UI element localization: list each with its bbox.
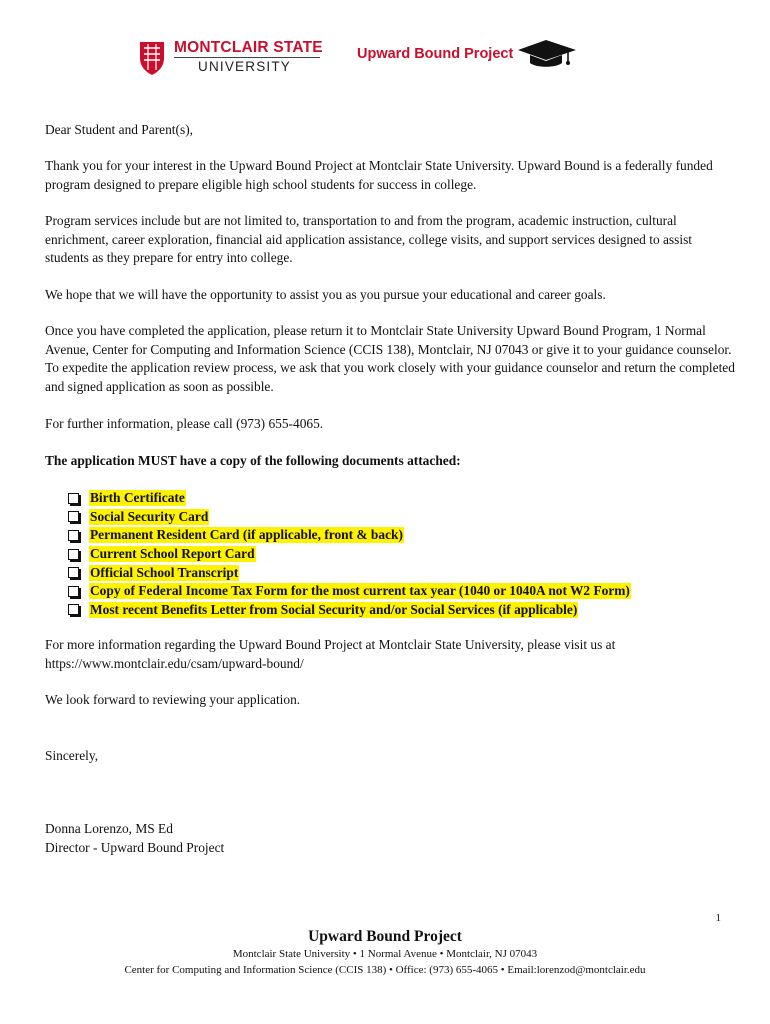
document-label: Birth Certificate (90, 490, 185, 506)
checkbox-icon (68, 604, 79, 615)
checkbox-icon (68, 567, 79, 578)
document-label: Current School Report Card (90, 546, 255, 562)
checkbox-icon (68, 493, 79, 504)
list-item (68, 508, 631, 527)
upward-bound-title: Upward Bound Project (357, 46, 514, 62)
list-item (68, 601, 631, 620)
required-documents-list (68, 489, 631, 619)
paragraph-look-forward: We look forward to reviewing your application. (45, 692, 301, 707)
paragraph-services: Program services include but are not limited to, transportation to and from the program, academic instruction, cultural enrichment, career exploration, financial aid application assistance, college visits, and support services designed to assist students as they prepare for entry into college. (45, 213, 693, 266)
list-item (68, 489, 631, 508)
document-label: Permanent Resident Card (if applicable, front & back) (90, 527, 403, 543)
checkbox-icon (68, 586, 79, 597)
closing: Sincerely, (45, 748, 99, 763)
paragraph-hope: We hope that we will have the opportunity to assist you as you pursue your educational and career goals. (45, 287, 606, 302)
checkbox-icon (68, 549, 79, 560)
footer-contact: Center for Computing and Information Science (CCIS 138) • Office: (973) 655-4065 • Email:lorenzod@montclair.edu (124, 964, 646, 976)
document-label: Official School Transcript (90, 564, 239, 580)
checkbox-icon (68, 511, 79, 522)
document-label: Most recent Benefits Letter from Social Security and/or Social Services (if applicable) (90, 601, 578, 617)
montclair-state-logo (138, 38, 328, 78)
page-number: 1 (715, 912, 721, 924)
paragraph-return-instructions: Once you have completed the application, please return it to Montclair State University Upward Bound Program, 1 Normal Avenue, Center for Computing and Information Science (CCIS 138), Montclair, NJ 07043 or give it to your guidance counselor. To expedite the application review process, we ask that you work closely with your guidance counselor and return the completed and signed application as soon as possible. (45, 323, 735, 394)
msu-shield-icon (138, 40, 166, 76)
list-item (68, 526, 631, 545)
paragraph-intro: Thank you for your interest in the Upward Bound Project at Montclair State University. Upward Bound is a federally funded program designed to prepare eligible high school students for success in college. (45, 158, 713, 192)
required-documents-heading: The application MUST have a copy of the following documents attached: (45, 453, 461, 468)
graduation-cap-icon (516, 38, 578, 70)
msu-name-line1: MONTCLAIR STATE (174, 39, 323, 56)
paragraph-more-info: For more information regarding the Upward Bound Project at Montclair State University, please visit us at https://www.montclair.edu/csam/upward-bound/ (45, 637, 616, 671)
msu-logo-divider (174, 57, 320, 58)
list-item (68, 563, 631, 582)
document-label: Copy of Federal Income Tax Form for the most current tax year (1040 or 1040A not W2 Form) (90, 583, 630, 599)
paragraph-phone: For further information, please call (973) 655-4065. (45, 416, 324, 431)
msu-name-line2: UNIVERSITY (198, 59, 292, 74)
footer-address: Montclair State University • 1 Normal Avenue • Montclair, NJ 07043 (232, 948, 538, 960)
checkbox-icon (68, 530, 79, 541)
signer-title: Director - Upward Bound Project (45, 840, 225, 855)
document-label: Social Security Card (90, 508, 209, 524)
list-item (68, 545, 631, 564)
footer-title: Upward Bound Project (308, 928, 462, 945)
list-item (68, 582, 631, 601)
salutation: Dear Student and Parent(s), (45, 122, 193, 137)
signer-name: Donna Lorenzo, MS Ed (45, 821, 173, 836)
